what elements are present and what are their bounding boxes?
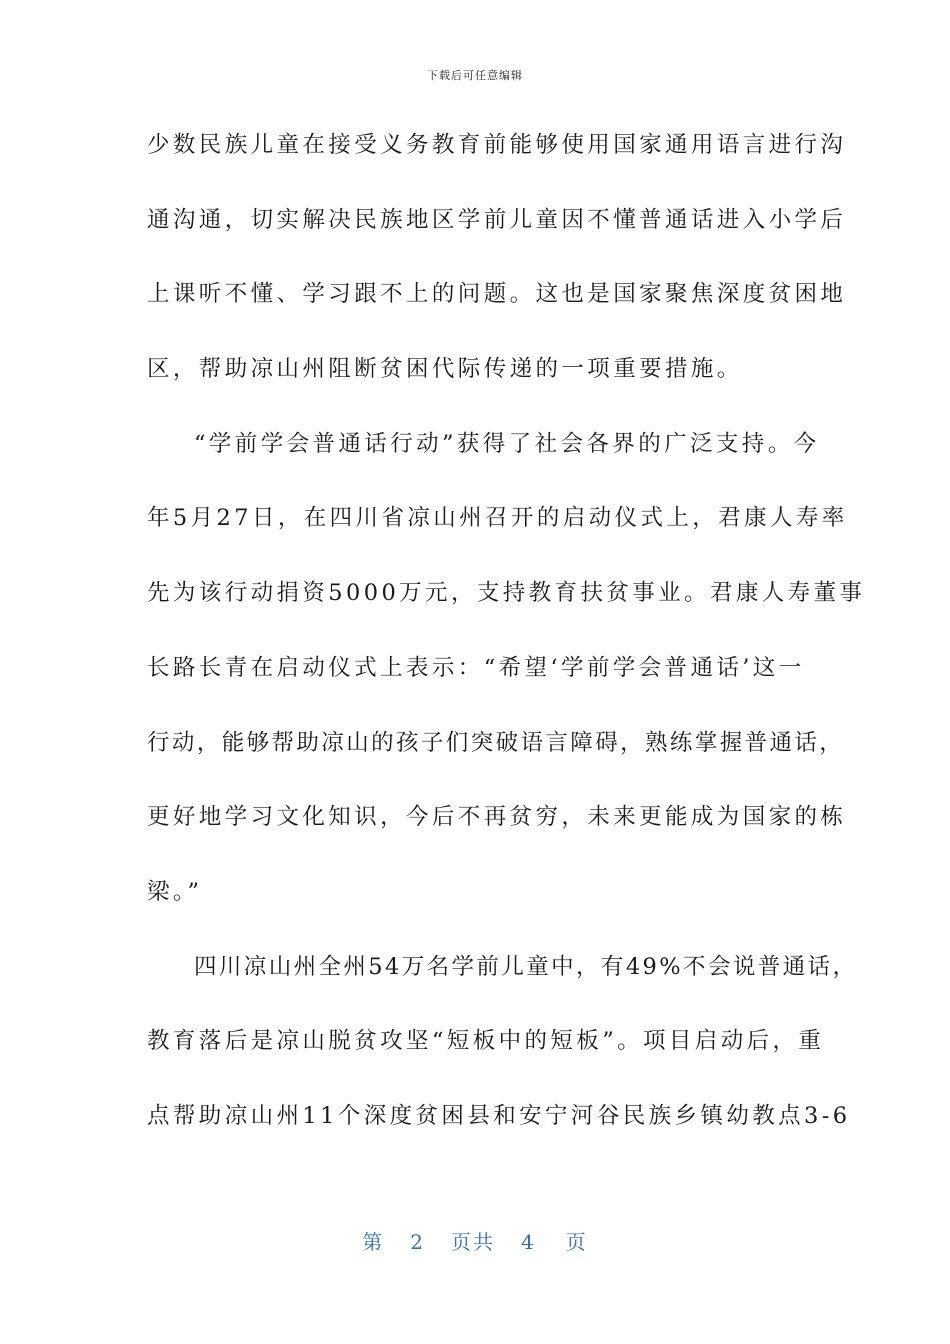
text-line: 通沟通，切实解决民族地区学前儿童因不懂普通话进入小学后 (147, 206, 847, 233)
text-line: 先为该行动捐资5000万元，支持教育扶贫事业。君康人寿董事 (147, 580, 866, 607)
page-header-note: 下载后可任意编辑 (427, 69, 523, 82)
page-footer (0, 1226, 950, 1255)
text-line: 年5月27日，在四川省凉山州召开的启动仪式上，君康人寿率 (147, 505, 848, 532)
paragraph-first-line: 四川凉山州全州54万名学前儿童中，有49%不会说普通话， (194, 953, 858, 980)
text-line: 区，帮助凉山州阻断贫困代际传递的一项重要措施。 (147, 356, 743, 383)
text-line: 长路长青在启动仪式上表示：“希望‘学前学会普通话’这一 (147, 654, 805, 681)
total-pages-number: 4 (521, 1230, 536, 1254)
paragraph-first-line: “学前学会普通话行动”获得了社会各界的广泛支持。今 (194, 430, 820, 457)
text-line: 点帮助凉山州11个深度贫困县和安宁河谷民族乡镇幼教点3-6 (147, 1102, 851, 1129)
text-line: 上课听不懂、学习跟不上的问题。这也是国家聚焦深度贫困地 (147, 281, 847, 308)
document-body (147, 125, 866, 1171)
text-line: 行动，能够帮助凉山的孩子们突破语言障碍，熟练掌握普通话， (147, 729, 845, 756)
footer-middle: 页共 (451, 1230, 495, 1254)
text-line: 梁。” (147, 878, 203, 905)
footer-prefix: 第 (362, 1230, 385, 1254)
text-line: 教育落后是凉山脱贫攻坚“短板中的短板”。项目启动后，重 (147, 1028, 825, 1055)
text-line: 更好地学习文化知识，今后不再贫穷，未来更能成为国家的栋 (147, 804, 847, 831)
current-page-number: 2 (410, 1230, 425, 1254)
footer-suffix: 页 (565, 1230, 588, 1254)
text-line: 少数民族儿童在接受义务教育前能够使用国家通用语言进行沟 (147, 132, 847, 158)
